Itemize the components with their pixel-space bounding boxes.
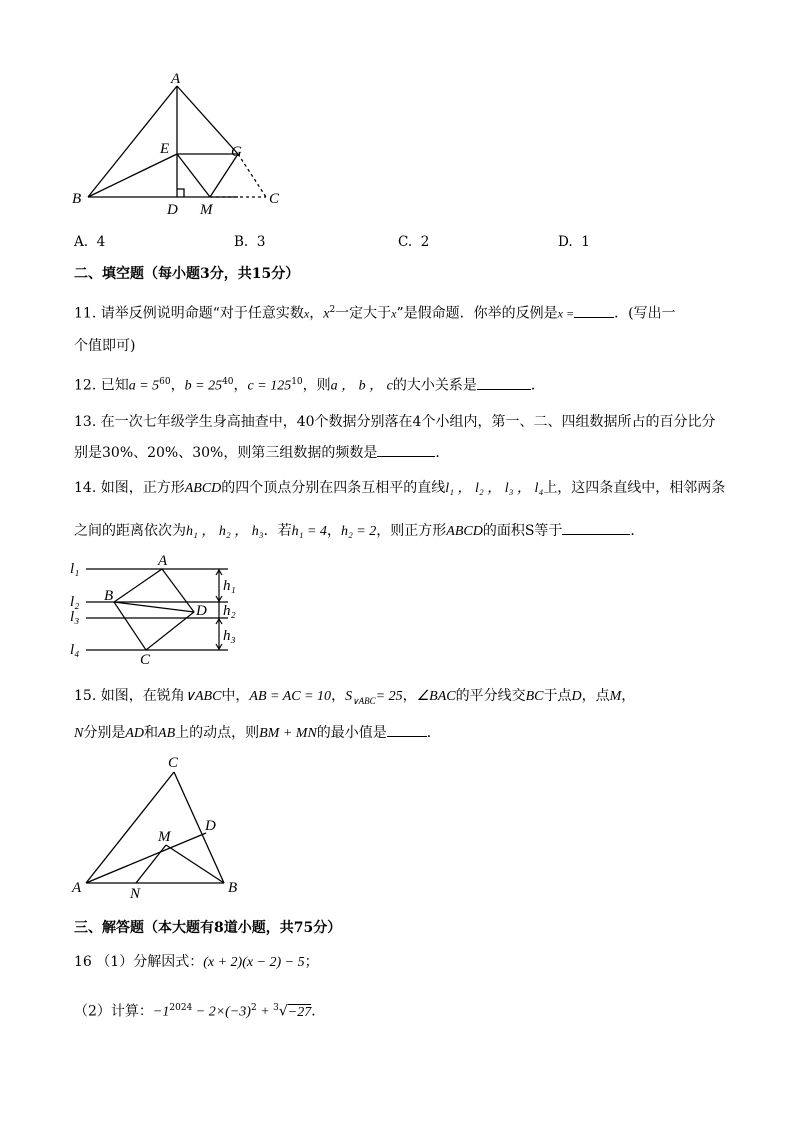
q15-text-d: 的平分线交 — [455, 688, 526, 704]
q12-c-exp: 10 — [291, 377, 303, 387]
square-abcd — [114, 569, 194, 650]
q15-bm-mn: BM + MN — [259, 726, 317, 741]
q12-number: 12. — [74, 377, 97, 394]
q11-text-a: 请举反例说明命题“对于任意实数 — [100, 305, 304, 322]
q16-part-1-expression: (x + 2)(x − 2) − 5 — [203, 955, 305, 970]
question-14-line-1 — [74, 478, 725, 499]
choice-d-value: 1 — [581, 234, 590, 250]
q16-part-2-exp-1: 2024 — [169, 1003, 193, 1013]
q15-text-k: 的最小值是 — [316, 725, 387, 741]
label-c: C — [168, 755, 179, 771]
segment-gc-dashed — [238, 154, 266, 197]
q11-line-2: 个值即可) — [74, 338, 136, 354]
label-g: G — [231, 144, 242, 160]
right-angle-mark — [177, 189, 184, 197]
segment-ac — [86, 772, 174, 883]
label-b: B — [72, 191, 82, 207]
q13-end: ． — [435, 445, 450, 461]
q14-lines: l₁ ， l₂ ， l₃ ， l₄ — [445, 481, 544, 496]
q13-line-2-text: 别是30%、20%、30%，则第三组数据的频数是 — [74, 445, 378, 461]
q16-part-2-exp-2: 2 — [250, 1003, 257, 1013]
q12-c: c = 125 — [247, 378, 292, 394]
q12-answer-blank[interactable] — [477, 375, 531, 390]
q15-text-c: ， — [402, 688, 417, 704]
label-e: E — [160, 141, 170, 157]
question-13-line-2 — [74, 442, 449, 463]
label-h1: h₁ — [223, 578, 236, 594]
choice-d-letter: D. — [558, 234, 573, 250]
q15-s-val: = 25 — [375, 689, 403, 704]
label-h2: h₂ — [223, 603, 236, 619]
q15-text-g: ， — [621, 688, 636, 704]
choice-a[interactable] — [74, 234, 105, 250]
q14-text-b: 的四个顶点分别在四条互相平的直线 — [221, 480, 446, 496]
question-16-part-2 — [74, 998, 325, 1023]
q16-number: 16 — [74, 954, 92, 970]
q11-sep: ， — [309, 305, 324, 322]
label-d: D — [167, 202, 178, 218]
label-c: C — [269, 191, 280, 207]
q11-var-x2: x — [391, 306, 397, 321]
section-2-heading: 二、填空题（每小题3分，共15分） — [74, 266, 300, 282]
q12-end: ． — [530, 377, 545, 394]
q15-ad: AD — [125, 726, 145, 741]
q14-abcd-2: ABCD — [446, 524, 483, 539]
q16-part-1-label: （1）分解因式： — [96, 954, 204, 970]
q15-answer-blank[interactable] — [387, 722, 427, 737]
question-16-part-1 — [74, 952, 319, 973]
question-15-line-2 — [74, 722, 441, 744]
q11-text-c: ”是假命题．你举的反例是 — [396, 305, 558, 322]
choice-a-letter: A. — [74, 234, 89, 250]
label-l1: l₁ — [70, 561, 80, 577]
q16-part-2-label: （2）计算： — [74, 1003, 153, 1020]
segment-ad — [86, 833, 206, 883]
q16-part-2-end: ． — [311, 1003, 326, 1020]
q16-part-1-end: ； — [304, 954, 319, 970]
q12-text-c: 的大小关系是 — [392, 377, 477, 394]
q12-text-b: ，则 — [302, 377, 331, 394]
q11-exponent: 2 — [329, 305, 336, 315]
choice-b[interactable] — [234, 234, 265, 250]
choice-b-letter: B. — [234, 234, 249, 250]
label-d: D — [196, 603, 207, 619]
label-a: A — [171, 71, 181, 87]
q15-text-j: 上的动点，则 — [175, 725, 260, 741]
question-13-line-1 — [74, 412, 715, 432]
q14-h2: h₂ = 2 — [340, 524, 377, 539]
q15-ab: AB — [158, 726, 176, 741]
label-l2: l₂ — [70, 594, 80, 610]
segment-em — [177, 154, 210, 197]
question-12: 12. 已知$a = 5^{60}$，$b = 25^{40}$，$c = 125^{10}$，则a ， b ， c的大小关系是 ． — [74, 372, 545, 397]
q11-number: 11. — [74, 305, 97, 322]
q15-text-i: 和 — [144, 725, 159, 741]
label-l3: l₃ — [70, 609, 80, 625]
label-n: N — [130, 886, 141, 900]
label-a: A — [158, 553, 168, 569]
q14-h1: h₁ = 4 — [291, 524, 327, 539]
q15-ab-ac: AB = AC = 10 — [249, 689, 332, 704]
label-a: A — [72, 880, 82, 896]
label-c: C — [140, 652, 151, 668]
choice-c-letter: C. — [398, 234, 413, 250]
q12-text-a: 已知 — [100, 377, 129, 394]
q14-number: 14. — [74, 480, 97, 496]
section-3-heading: 三、解答题（本大题有8道小题，共75分） — [74, 920, 342, 936]
question-14-line-2: 之间的距离依次为h₁ ， h₂ ， h₃．若h₁ = 4，h₂ = 2，则正方形ABCD的面积S等于 ． — [74, 520, 644, 542]
question-11-line-1 — [74, 300, 676, 325]
choice-b-value: 3 — [256, 234, 266, 250]
q15-s-sub: ∨ABC — [352, 695, 376, 706]
q16-part-2-plus: + — [256, 1004, 274, 1020]
q14-text-f: ，则正方形 — [376, 523, 447, 539]
q11-var-x: x — [303, 306, 310, 321]
segment-mn — [136, 845, 166, 883]
q14-hs: h₁ ， h₂ ， h₃ — [186, 524, 264, 539]
q16-part-2-radicand: −27 — [287, 1004, 312, 1020]
figure-triangle-abc-egm — [60, 66, 300, 222]
q11-answer-blank[interactable] — [574, 303, 614, 318]
q15-text-e: 于点 — [543, 688, 572, 704]
segment-gm — [210, 154, 238, 197]
radical-icon: √ — [278, 1003, 288, 1020]
q15-bc: BC — [525, 689, 544, 704]
label-b: B — [104, 588, 114, 604]
q14-text-c: 上，这四条直线中，相邻两条 — [543, 480, 726, 496]
label-h3: h₃ — [223, 628, 236, 644]
q11-x-equals: x = — [557, 306, 575, 321]
label-m: M — [200, 202, 213, 218]
question-15-line-1: 15. 如图，在锐角∨ABC中，AB = AC = 10，$S_{\vee ABC}= 25$，∠BAC的平分线交BC于点D，点M， — [74, 688, 636, 706]
label-d: D — [205, 818, 216, 834]
q14-answer-blank[interactable] — [562, 520, 630, 535]
q14-abcd: ABCD — [184, 481, 222, 496]
q11-text-b: 一定大于 — [335, 305, 392, 322]
q16-part-2-term-b: − 2×(−3) — [192, 1004, 251, 1020]
q14-text-g: 的面积S等于 — [482, 523, 563, 539]
label-m: M — [158, 829, 171, 845]
label-l4: l₄ — [70, 642, 80, 658]
q15-text-a: 如图，在锐角 — [100, 688, 185, 704]
q11-text-d: ．(写出一 — [614, 305, 676, 322]
choice-d[interactable] — [558, 234, 590, 250]
q14-text-a: 如图，正方形 — [100, 480, 185, 496]
q15-text-h: 分别是 — [83, 725, 126, 741]
q14-end: ． — [630, 523, 645, 539]
q12-a-exp: 60 — [159, 377, 171, 387]
q15-n: N — [74, 726, 84, 741]
segment-ag — [177, 86, 238, 154]
q12-a: a = 5 — [128, 378, 160, 394]
q13-line-1-text: 在一次七年级学生身高抽查中，40个数据分别落在4个小组内，第一、二、四组数据所占的百分比分 — [100, 414, 716, 430]
q15-s: S — [345, 689, 353, 704]
q13-answer-blank[interactable] — [377, 442, 435, 457]
segment-db — [114, 602, 194, 612]
q12-vars: a ， b ， c — [330, 378, 393, 394]
q14-text-e: ．若 — [263, 523, 292, 539]
q16-part-2-term-a: −1 — [152, 1004, 170, 1020]
q16-part-2-root-index: 3 — [273, 1003, 279, 1013]
q15-end: ． — [426, 725, 441, 741]
q12-b: b = 25 — [184, 378, 223, 394]
q13-number: 13. — [74, 414, 97, 430]
choice-c-value: 2 — [420, 234, 430, 250]
choice-a-value: 4 — [96, 234, 106, 250]
q15-number: 15. — [74, 688, 97, 704]
q12-b-exp: 40 — [222, 377, 234, 387]
q15-angle: ∠BAC — [416, 689, 456, 704]
segment-be — [88, 154, 177, 197]
figure-square-parallel-lines — [68, 553, 250, 671]
choice-c[interactable] — [398, 234, 429, 250]
q15-m: M — [609, 689, 622, 704]
q14-text-d: 之间的距离依次为 — [74, 523, 186, 539]
q15-text-f: ，点 — [581, 688, 610, 704]
q15-d: D — [571, 689, 582, 704]
q11-x-squared: x — [323, 306, 330, 322]
q15-text-b: 中， — [221, 688, 250, 704]
q15-triangle: ∨ABC — [184, 689, 222, 704]
label-b: B — [228, 880, 238, 896]
figure-triangle-abc-mn — [64, 750, 254, 900]
